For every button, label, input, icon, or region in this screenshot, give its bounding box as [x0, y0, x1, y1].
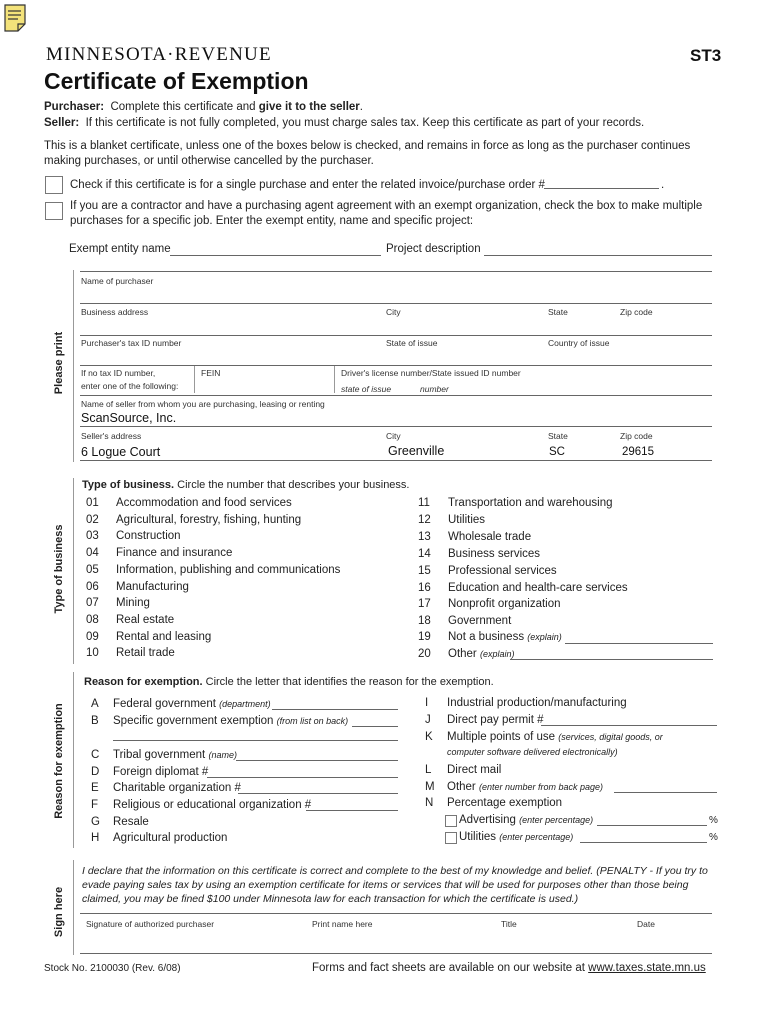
type-of-business-label: Type of business — [53, 524, 65, 614]
business-item-05[interactable] — [86, 564, 340, 576]
exemption-K[interactable]: K Multiple points of use (services, digital goods, or — [425, 731, 663, 743]
explain-20-field[interactable] — [510, 659, 713, 660]
purchaser-instruction: Purchaser: Complete this certificate and give it to the seller. — [44, 101, 363, 113]
name-of-purchaser-label: Name of purchaser — [81, 276, 154, 286]
business-number: 12 — [418, 513, 431, 526]
name-of-purchaser-field[interactable] — [80, 303, 712, 304]
stock-number: Stock No. 2100030 (Rev. 6/08) — [44, 963, 181, 974]
section-divider — [73, 270, 74, 462]
business-number: 11 — [418, 497, 430, 509]
exemption-E-field[interactable] — [238, 793, 398, 794]
business-number: 18 — [418, 615, 431, 628]
exemption-D-field[interactable] — [207, 777, 398, 778]
tax-id-label: Purchaser's tax ID number — [81, 338, 182, 348]
explain-19-field[interactable] — [565, 643, 713, 644]
business-number: 05 — [86, 563, 99, 576]
title-label: Title — [501, 919, 517, 929]
advertising-label: Advertising (enter percentage) — [459, 814, 594, 826]
seller-city-value[interactable]: Greenville — [388, 444, 445, 458]
business-item-20[interactable]: 20 Other (explain) — [418, 648, 515, 660]
business-number: 17 — [418, 598, 431, 611]
exemption-F[interactable]: F Religious or educational organization # — [91, 799, 312, 811]
dl-number-label: number — [420, 384, 449, 394]
country-of-issue-label: Country of issue — [548, 338, 610, 348]
exemption-M-field[interactable] — [614, 792, 717, 793]
business-number: 09 — [86, 630, 99, 643]
project-description-label: Project description — [386, 243, 481, 255]
exemption-H[interactable]: H Agricultural production — [91, 832, 228, 844]
business-item-02[interactable] — [86, 514, 301, 526]
seller-state-value[interactable]: SC — [549, 446, 565, 458]
utilities-checkbox[interactable] — [445, 832, 457, 844]
business-label: Finance and insurance — [116, 547, 233, 560]
sign-here-label: Sign here — [53, 886, 65, 938]
state-of-issue-label: State of issue — [386, 338, 438, 348]
dl-state-label: state of issue — [341, 384, 392, 394]
footer-text: Forms and fact sheets are available on our website at www.taxes.state.mn.us — [312, 962, 706, 974]
business-label: Accommodation and food services — [116, 497, 292, 509]
exemption-D[interactable]: D Foreign diplomat # — [91, 766, 209, 778]
exemption-E[interactable]: E Charitable organization # — [91, 782, 241, 794]
page-title: Certificate of Exemption — [44, 68, 309, 94]
business-label: Manufacturing — [116, 580, 189, 593]
contractor-line2: purchases for a specific job. Enter the exempt entity, name and specific project: — [70, 215, 474, 227]
exemption-J-field[interactable] — [541, 725, 717, 726]
exemption-B-field[interactable] — [352, 726, 398, 727]
drivers-license-label: Driver's license number/State issued ID number — [341, 368, 521, 378]
exemption-C[interactable]: C Tribal government (name) — [91, 749, 237, 761]
exemption-J[interactable]: J Direct pay permit # — [425, 714, 544, 726]
utilities-label: Utilities (enter percentage) — [459, 831, 574, 843]
business-item-07[interactable] — [86, 597, 150, 609]
business-label: Mining — [116, 597, 150, 610]
business-number: 06 — [86, 580, 99, 593]
no-tax-id-label-2: enter one of the following: — [81, 381, 179, 391]
exemption-heading: Reason for exemption. Circle the letter that identifies the reason for the exemption. — [84, 676, 494, 688]
business-item-08[interactable] — [86, 614, 174, 626]
document-note-icon — [4, 4, 26, 32]
form-code: ST3 — [690, 46, 722, 65]
business-address-label: Business address — [81, 307, 149, 317]
single-purchase-label: Check if this certificate is for a single purchase and enter the related invoice/purchase order # — [70, 179, 545, 191]
business-item-17[interactable] — [418, 598, 561, 610]
business-number: 13 — [418, 530, 431, 543]
exemption-B-field-2[interactable] — [113, 740, 398, 741]
business-label: Information, publishing and communications — [116, 563, 341, 576]
tax-id-field[interactable] — [80, 365, 712, 366]
contractor-checkbox[interactable] — [45, 202, 63, 220]
business-item-16[interactable] — [418, 582, 628, 594]
business-number: 07 — [86, 597, 99, 610]
exemption-K-note: computer software delivered electronically) — [447, 747, 618, 757]
business-number: 03 — [86, 530, 99, 543]
business-address-field[interactable] — [80, 335, 712, 336]
advertising-percent-field[interactable] — [597, 825, 707, 826]
seller-zip-label: Zip code — [620, 431, 653, 441]
exemption-L[interactable]: L Direct mail — [425, 764, 502, 776]
fein-label: FEIN — [201, 368, 221, 378]
seller-zip-value[interactable]: 29615 — [622, 446, 654, 458]
business-number: 02 — [86, 513, 99, 526]
business-item-14[interactable] — [418, 548, 540, 560]
no-tax-id-label-1: If no tax ID number, — [81, 368, 156, 378]
exemption-F-field[interactable] — [306, 810, 398, 811]
seller-address-value[interactable]: 6 Logue Court — [81, 445, 161, 459]
date-label: Date — [637, 919, 655, 929]
business-label: Real estate — [116, 613, 175, 626]
brand-logo: MINNESOTA·REVENUE — [46, 44, 272, 65]
reason-for-exemption-label: Reason for exemption — [53, 703, 65, 819]
seller-instruction: Seller: If this certificate is not fully completed, you must charge sales tax. Keep this certificate as part of your records. — [44, 117, 645, 129]
business-item-15[interactable] — [418, 565, 557, 577]
business-item-13[interactable] — [418, 531, 531, 543]
declaration-text: I declare that the information on this certificate is correct and complete to the best of my knowledge and belief. (PENALTY - If you try to evade paying sales tax by using an exemption certificate for items or services that will be used for purposes other than those being claimed, you may be fined $100 under Minnesota law for each transaction for which the certificate is used.) — [82, 865, 708, 905]
exemption-B[interactable]: B Specific government exemption (from list on back) — [91, 715, 349, 727]
business-item-18[interactable] — [418, 615, 511, 627]
exemption-I[interactable]: I Industrial production/manufacturing — [425, 697, 627, 709]
business-label: Business services — [448, 547, 541, 560]
business-label: Education and health-care services — [448, 581, 628, 594]
seller-state-label: State — [548, 431, 568, 441]
exemption-G[interactable]: G Resale — [91, 816, 149, 828]
business-number: 14 — [418, 547, 431, 560]
business-label: Utilities — [448, 513, 486, 526]
print-name-label: Print name here — [312, 919, 373, 929]
blanket-paragraph: This is a blanket certificate, unless one of the boxes below is checked, and remains in force as long as the purchaser continues making purchases, or until otherwise cancelled by the purchaser. — [44, 140, 691, 167]
business-label: Construction — [116, 530, 181, 543]
seller-name-value[interactable]: ScanSource, Inc. — [81, 411, 177, 425]
id-number-field[interactable] — [80, 395, 712, 396]
business-label: Transportation and warehousing — [448, 497, 613, 509]
business-number: 16 — [418, 581, 431, 594]
business-number: 08 — [86, 613, 99, 626]
business-item-04[interactable] — [86, 547, 232, 559]
project-description-field[interactable] — [484, 255, 712, 256]
please-print-label: Please print — [53, 331, 65, 395]
business-number: 15 — [418, 564, 431, 577]
business-item-12[interactable] — [418, 514, 485, 526]
business-item-01[interactable] — [86, 497, 292, 509]
business-label: Agricultural, forestry, fishing, hunting — [116, 513, 302, 526]
utilities-percent-field[interactable] — [580, 842, 707, 843]
city-label: City — [386, 307, 401, 317]
invoice-number-field[interactable] — [544, 188, 659, 189]
exempt-entity-field[interactable] — [170, 255, 381, 256]
business-item-10[interactable] — [86, 647, 175, 659]
seller-name-label: Name of seller from whom you are purchasing, leasing or renting — [81, 399, 325, 409]
business-item-06[interactable] — [86, 581, 189, 593]
exempt-entity-label: Exempt entity name — [69, 243, 171, 255]
advertising-checkbox[interactable] — [445, 815, 457, 827]
signature-label: Signature of authorized purchaser — [86, 919, 215, 929]
seller-city-label: City — [386, 431, 401, 441]
exemption-N[interactable]: N Percentage exemption — [425, 797, 563, 809]
business-item-09[interactable] — [86, 631, 211, 643]
business-label: Rental and leasing — [116, 630, 212, 643]
business-item-19[interactable]: 19 Not a business (explain) — [418, 631, 562, 643]
business-label: Wholesale trade — [448, 530, 532, 543]
contractor-line1: If you are a contractor and have a purchasing agent agreement with an exempt organization, check the box to make multiple — [70, 200, 703, 212]
state-label: State — [548, 307, 568, 317]
business-item-03[interactable] — [86, 530, 181, 542]
single-purchase-checkbox[interactable] — [45, 176, 63, 194]
business-number: 10 — [86, 647, 99, 660]
business-label: Government — [448, 615, 512, 628]
business-label: Nonprofit organization — [448, 598, 561, 611]
business-label: Retail trade — [116, 647, 175, 660]
website-link[interactable]: www.taxes.state.mn.us — [588, 962, 706, 974]
business-item-11[interactable] — [418, 497, 613, 509]
seller-address-label: Seller's address — [81, 431, 142, 441]
business-label: Professional services — [448, 564, 557, 577]
exemption-M[interactable]: M Other (enter number from back page) — [425, 781, 604, 793]
exemption-A[interactable]: A Federal government (department) — [91, 698, 271, 710]
business-number: 04 — [86, 547, 99, 560]
exemption-A-field[interactable] — [272, 709, 398, 710]
exemption-C-field[interactable] — [236, 760, 398, 761]
business-heading: Type of business. Circle the number that describes your business. — [82, 479, 410, 491]
zip-label: Zip code — [620, 307, 653, 317]
business-number: 01 — [86, 497, 99, 509]
signature-field[interactable] — [80, 953, 712, 954]
